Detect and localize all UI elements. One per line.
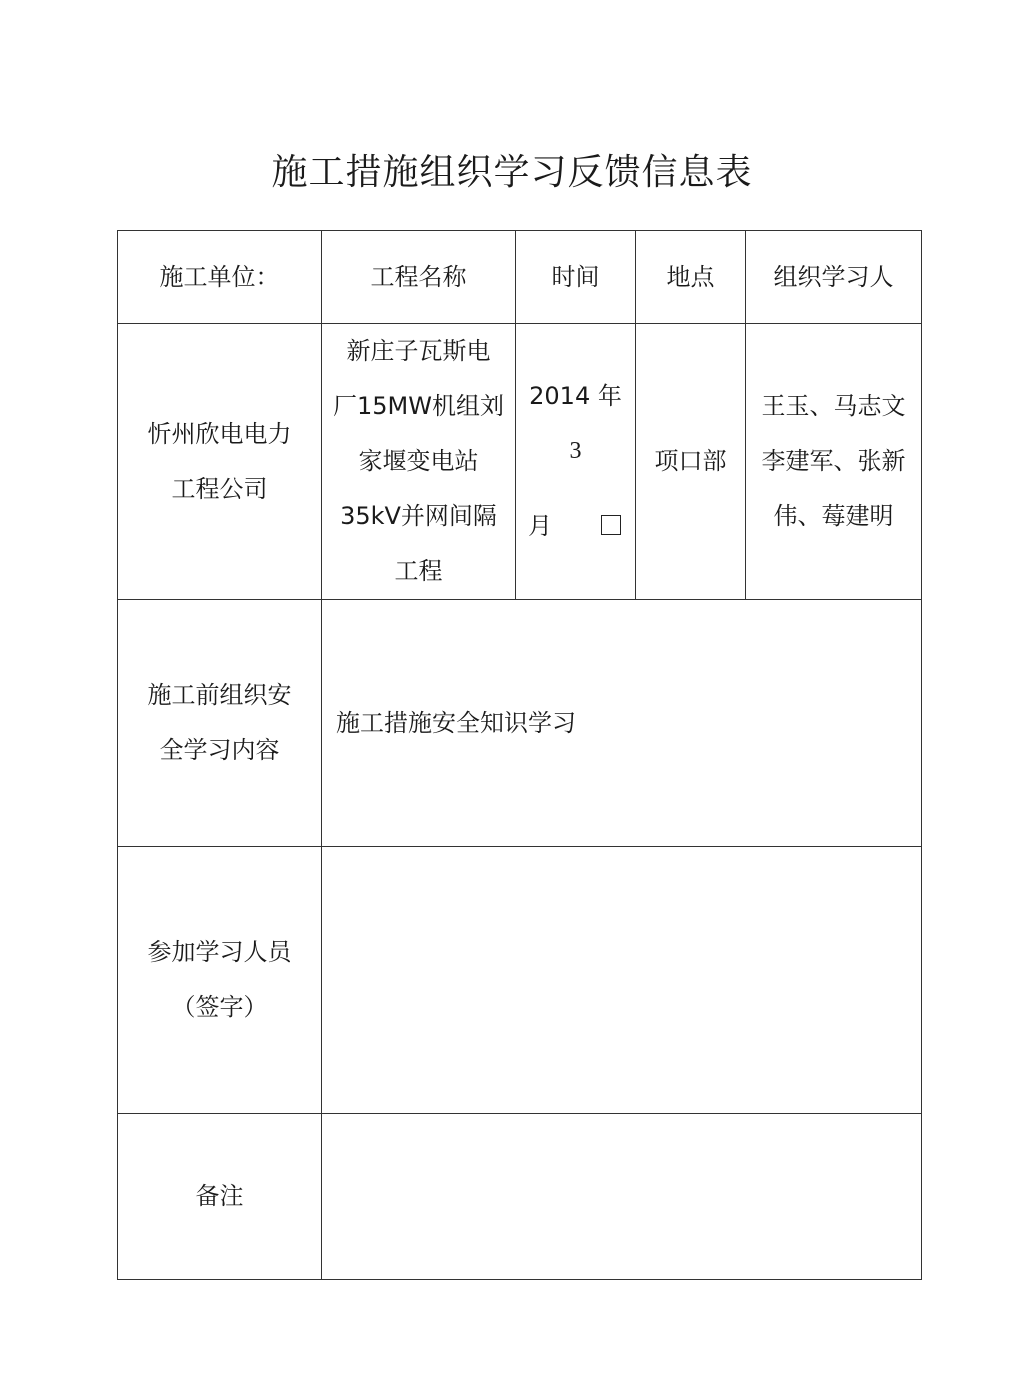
data-row <box>118 324 922 600</box>
sign-label-line: 参加学习人员 <box>147 938 292 966</box>
time-month-row <box>516 499 635 554</box>
feedback-table <box>117 230 922 1280</box>
project-line: 厂15MW机组刘 <box>333 392 504 420</box>
header-unit: 施工单位： <box>118 231 322 324</box>
note-label-cell: 备注 <box>118 1114 322 1280</box>
header-row <box>118 231 922 324</box>
missing-glyph-box-icon <box>601 515 621 535</box>
page-title: 施工措施组织学习反馈信息表 <box>271 152 753 193</box>
content-value-cell: 施工措施安全知识学习 <box>322 600 922 847</box>
organizer-line: 李建军、张新 <box>761 447 906 475</box>
project-cell <box>322 324 516 600</box>
sign-row <box>118 847 922 1114</box>
sign-value-cell[interactable] <box>322 847 922 1114</box>
time-cell <box>516 324 636 600</box>
time-year: 2014 年 <box>529 382 622 410</box>
time-month-label: 月 <box>528 512 573 540</box>
project-line: 新庄子瓦斯电 <box>346 337 491 365</box>
project-line: 工程 <box>394 557 443 585</box>
header-organizer: 组织学习人 <box>746 231 922 324</box>
unit-line: 工程公司 <box>171 474 268 503</box>
content-label-cell <box>118 600 322 847</box>
organizer-cell <box>746 324 922 600</box>
project-line: 家堰变电站 <box>358 447 479 475</box>
organizer-line: 伟、莓建明 <box>773 502 894 530</box>
project-line: 35kV并网间隔 <box>340 502 497 530</box>
header-location: 地点 <box>636 231 746 324</box>
header-project: 工程名称 <box>322 231 516 324</box>
organizer-line: 王玉、马志文 <box>761 392 906 420</box>
time-month: 3 <box>569 438 582 464</box>
note-row <box>118 1114 922 1280</box>
content-row <box>118 600 922 847</box>
note-value-cell[interactable] <box>322 1114 922 1280</box>
unit-cell <box>118 324 322 600</box>
sign-label-line: （签字） <box>171 993 268 1021</box>
content-label-line: 施工前组织安 <box>147 681 292 709</box>
sign-label-cell <box>118 847 322 1114</box>
unit-line: 忻州欣电电力 <box>147 419 292 448</box>
header-time: 时间 <box>516 231 636 324</box>
content-label-line: 全学习内容 <box>159 736 280 764</box>
location-cell: 项口部 <box>636 324 746 600</box>
